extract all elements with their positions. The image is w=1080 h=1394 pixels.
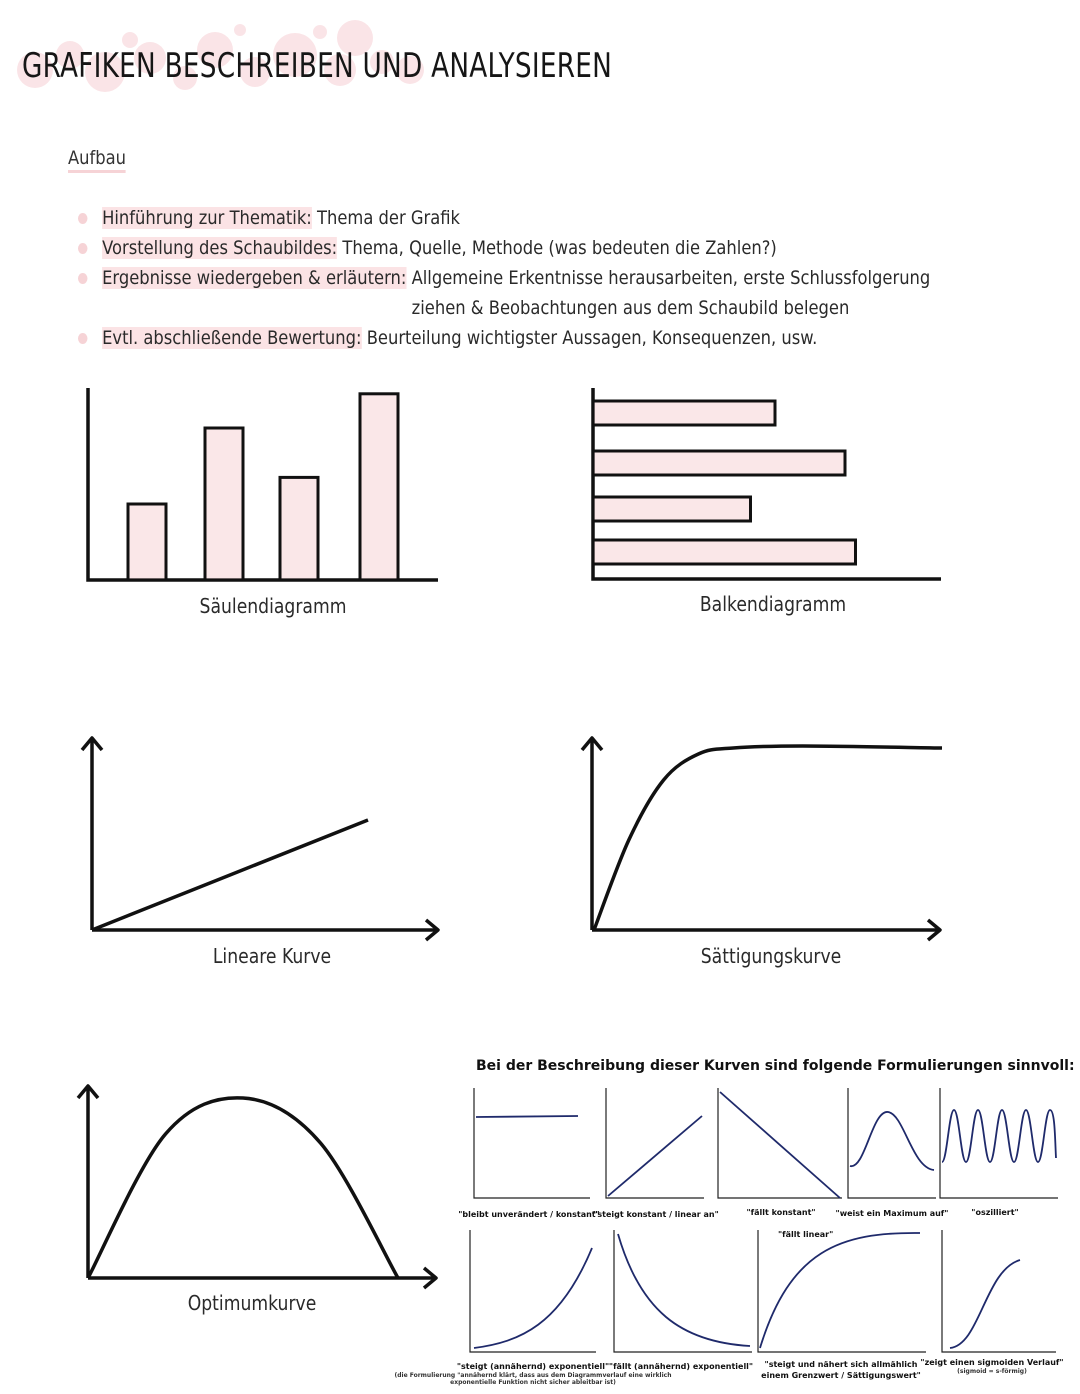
column-bar [128, 504, 166, 580]
linear-curve-caption: Lineare Kurve [212, 944, 332, 968]
ref-note-exp-up-2: exponentielle Funktion nicht sicher ableitbar ist) [450, 1379, 616, 1386]
aufbau-heading: Aufbau [68, 146, 126, 173]
bar-chart-caption: Balkendiagramm [699, 592, 847, 616]
column-chart-sketch [80, 380, 450, 590]
ref-curve-linear-up [608, 1116, 702, 1196]
item-label: Vorstellung des Schaubildes: [102, 237, 338, 259]
ref-curve-linear-down [720, 1092, 840, 1198]
ref-caption-oscillate: "oszilliert" [971, 1208, 1019, 1217]
item-text: Thema, Quelle, Methode (was bedeuten die Zahlen?) [342, 237, 777, 259]
ref-curve-saturation [760, 1233, 920, 1348]
aufbau-list [78, 203, 978, 353]
ref-caption-maximum: "weist ein Maximum auf" [835, 1209, 949, 1218]
saturation-curve-caption: Sättigungskurve [700, 944, 842, 968]
ref-caption-sigmoid: "zeigt einen sigmoiden Verlauf" [920, 1358, 1064, 1367]
ref-curve-exp-up [474, 1248, 592, 1348]
ref-caption-linear-down: "fällt konstant" [746, 1208, 816, 1217]
item-label: Hinführung zur Thematik: [102, 207, 312, 229]
ref-curve-maximum [850, 1112, 934, 1170]
reference-curves [460, 1080, 1070, 1380]
item-text: Thema der Grafik [317, 207, 461, 229]
ref-axis-saturation [758, 1230, 926, 1352]
bullet-dot-icon [78, 243, 87, 254]
ref-axis-exp-down [614, 1230, 752, 1352]
ref-curve-sigmoid [950, 1260, 1020, 1348]
optimum-curve-sketch [74, 1078, 444, 1293]
item-label: Evtl. abschließende Bewertung: [102, 327, 362, 349]
reference-title: Bei der Beschreibung dieser Kurven sind folgende Formulierungen sinnvoll: [476, 1058, 1075, 1074]
ref-axis-oscillate [940, 1088, 1058, 1198]
bullet-dot-icon [78, 273, 87, 284]
page-title: GRAFIKEN BESCHREIBEN UND ANALYSIEREN [22, 46, 613, 86]
ref-axis-exp-up [470, 1230, 596, 1352]
bullet-dot-icon [78, 333, 87, 344]
column-bar [360, 394, 398, 580]
ref-axis-linear-down [718, 1088, 842, 1198]
ref-note-exp-up-1: (die Formulierung "annähernd klärt, dass aus dem Diagrammverlauf eine wirklich [394, 1372, 672, 1379]
ref-curve-exp-down [618, 1234, 750, 1346]
ref-axis-constant [474, 1088, 590, 1198]
list-item [78, 233, 852, 263]
ref-curve-constant [476, 1116, 578, 1117]
column-bar [205, 428, 243, 580]
ref-caption-exp-up: "steigt (annähernd) exponentiell" [456, 1362, 610, 1371]
column-bar [280, 477, 318, 580]
list-item [78, 323, 852, 353]
bullet-dot-icon [78, 213, 87, 224]
column-chart-caption: Säulendiagramm [199, 594, 347, 618]
ref-caption-saturation-1: "steigt und nähert sich allmählich [764, 1360, 918, 1369]
ref-caption-exp-down: "fällt (annähernd) exponentiell" [608, 1362, 754, 1371]
ref-curve-oscillate [942, 1110, 1056, 1162]
item-text: Beurteilung wichtigster Aussagen, Konsequenzen, usw. [366, 327, 818, 349]
horizontal-bar [593, 497, 751, 521]
list-item [78, 203, 852, 233]
item-text: Allgemeine Erkentnisse herausarbeiten, erste Schlussfolgerung [411, 267, 931, 289]
horizontal-bar [593, 540, 856, 564]
ref-caption-saturation-2: einem Grenzwert / Sättigungswert" [761, 1371, 921, 1380]
ref-caption-linear-down-alt: "fällt linear" [778, 1230, 834, 1239]
ref-caption-linear-up: "steigt konstant / linear an" [593, 1210, 719, 1219]
optimum-curve-caption: Optimumkurve [187, 1291, 317, 1315]
bar-chart-sketch [585, 380, 955, 590]
ref-axis-maximum [848, 1088, 936, 1198]
list-item [78, 263, 931, 293]
item-label: Ergebnisse wiedergeben & erläutern: [102, 267, 407, 289]
horizontal-bar [593, 401, 775, 425]
ref-axis-linear-up [606, 1088, 704, 1198]
saturation-curve-sketch [578, 730, 948, 945]
list-item-continuation: ziehen & Beobachtungen aus dem Schaubild belegen [411, 297, 850, 319]
horizontal-bar [593, 451, 845, 475]
linear-curve-sketch [78, 730, 448, 945]
ref-axis-sigmoid [942, 1230, 1056, 1352]
ref-note-sigmoid: (sigmoid = s-förmig) [957, 1368, 1027, 1375]
ref-caption-constant: "bleibt unverändert / konstant" [458, 1210, 600, 1219]
